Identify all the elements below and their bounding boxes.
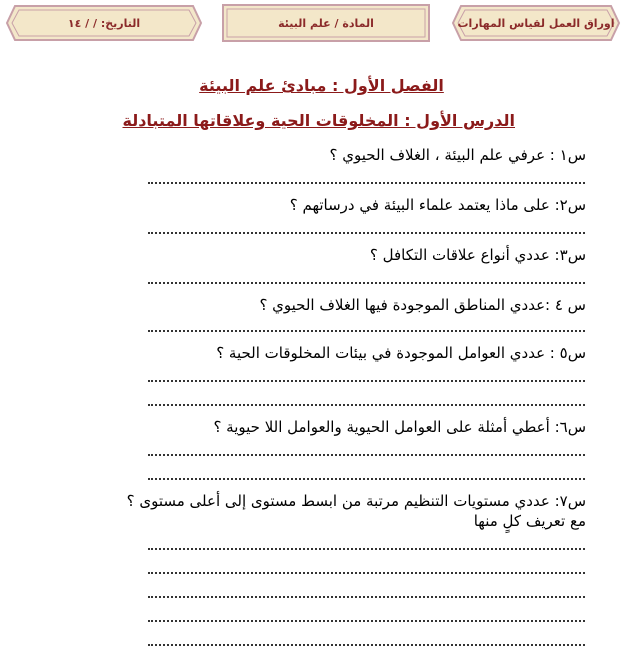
question-2: س٢: على ماذا يعتمد علماء البيئة في درساتهم ؟: [289, 196, 586, 214]
answer-line: [148, 180, 585, 184]
lesson-title: الدرس الأول : المخلوقات الحية وعلاقاتها المتبادلة: [122, 111, 515, 130]
question-5: س٥ : عددي العوامل الموجودة في بيئات المخلوقات الحية ؟: [216, 344, 586, 362]
answer-line: [148, 546, 585, 550]
header-subject-text: المادة / علم البيئة: [278, 16, 374, 30]
header-subject-box: [222, 4, 430, 42]
answer-line: [148, 452, 585, 456]
header-date-box: [5, 4, 203, 42]
header-date-text: التاريخ: / / ١٤: [67, 16, 141, 30]
answer-line: [148, 280, 585, 284]
answer-line: [148, 642, 585, 646]
header-skills-box: [451, 4, 621, 42]
question-6: س٦: أعطي أمثلة على العوامل الحيوية والعوامل اللا حيوية ؟: [213, 418, 586, 436]
answer-line: [148, 570, 585, 574]
answer-line: [148, 328, 585, 332]
header-skills-text: اوراق العمل لقياس المهارات: [457, 16, 615, 30]
answer-line: [148, 230, 585, 234]
question-3: س٣: عددي أنواع علاقات التكافل ؟: [369, 246, 586, 264]
answer-line: [148, 402, 585, 406]
answer-line: [148, 618, 585, 622]
question-7: س٧: عددي مستويات التنظيم مرتبة من ابسط مستوى إلى أعلى مستوى ؟: [126, 492, 586, 510]
chapter-title: الفصل الأول : مبادئ علم البيئة: [199, 76, 444, 95]
answer-line: [148, 594, 585, 598]
answer-line: [148, 378, 585, 382]
question-7-line-2: مع تعريف كلٍ منها: [473, 512, 586, 530]
question-4: س ٤ :عددي المناطق الموجودة فيها الغلاف الحيوي ؟: [259, 296, 586, 314]
answer-line: [148, 476, 585, 480]
question-1: س١ : عرفي علم البيئة ، الغلاف الحيوي ؟: [329, 146, 586, 164]
